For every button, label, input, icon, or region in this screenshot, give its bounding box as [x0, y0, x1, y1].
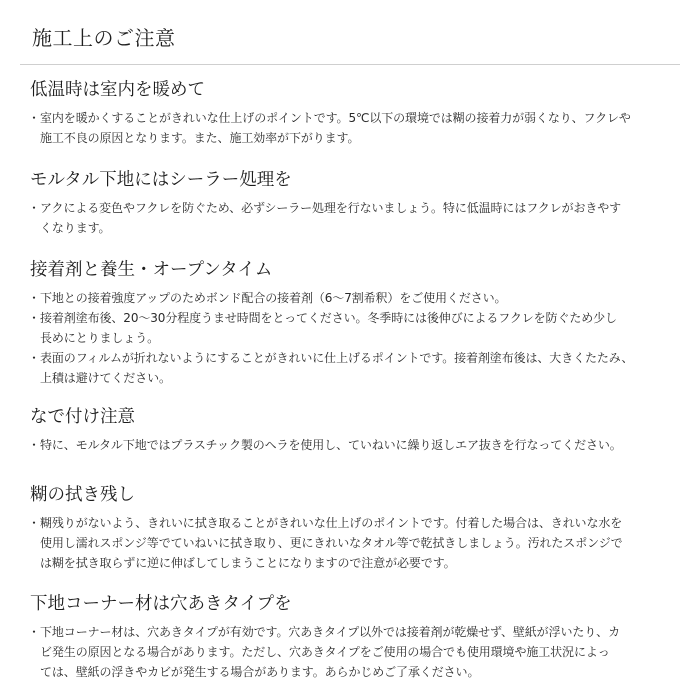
bullet-dot: ・ [28, 201, 40, 215]
bullet-text-line: 上積は避けてください。 [40, 371, 171, 385]
bullet-text-line: 特に、モルタル下地ではプラスチック製のヘラを使用し、ていねいに繰り返しエア抜きを行なってください。 [40, 438, 622, 452]
section-adhesive-open-time [24, 256, 686, 388]
bullet-item [24, 308, 686, 348]
bullet-text-line: 表面のフィルムが折れないようにすることがきれいに仕上げるポイントです。接着剤塗布後は、大きくたたみ、 [40, 351, 634, 365]
bullet-dot: ・ [28, 351, 40, 365]
bullet-list [24, 108, 686, 148]
bullet-list [24, 198, 686, 238]
bullet-list [24, 622, 686, 682]
bullet-text-line: 使用し濡れスポンジ等でていねいに拭き取り、更にきれいなタオル等で乾拭きしましょう。汚れたスポンジで [40, 536, 623, 550]
bullet-text-line: 長めにとりましょう。 [40, 331, 160, 345]
bullet-list [24, 288, 686, 388]
title-divider [20, 64, 680, 65]
section-heading: モルタル下地にはシーラー処理を [30, 170, 292, 190]
page-title: 施工上のご注意 [32, 26, 176, 50]
section-heading: 下地コーナー材は穴あきタイプを [30, 594, 292, 614]
bullet-dot: ・ [28, 311, 40, 325]
bullet-dot: ・ [28, 291, 40, 305]
section-heading: なで付け注意 [30, 407, 135, 427]
bullet-text-line: ては、壁紙の浮きやカビが発生する場合があります。あらかじめご了承ください。 [40, 665, 480, 679]
bullet-dot: ・ [28, 111, 40, 125]
bullet-text-line: アクによる変色やフクレを防ぐため、必ずシーラー処理を行ないましょう。特に低温時にはフクレがおきやす [40, 201, 622, 215]
bullet-text-line: くなります。 [40, 221, 111, 235]
bullet-text-line: 下地コーナー材は、穴あきタイプが有効です。穴あきタイプ以外では接着剤が乾燥せず、壁紙が浮いたり、カ [40, 625, 620, 639]
section-heading: 低温時は室内を暖めて [30, 80, 205, 100]
bullet-item [24, 513, 686, 573]
bullet-item [24, 435, 686, 455]
bullet-text-line: 接着剤塗布後、20〜30分程度うませ時間をとってください。冬季時には後伸びによるフクレを防ぐため少し [40, 311, 617, 325]
bullet-item [24, 348, 686, 388]
bullet-text-line: 施工不良の原因となります。また、施工効率が下がります。 [40, 131, 360, 145]
section-glue-residue [24, 481, 686, 573]
bullet-text-line: 下地との接着強度アップのためボンド配合の接着剤（6〜7割希釈）をご使用ください。 [40, 291, 507, 305]
bullet-text-line: ビ発生の原因となる場合があります。ただし、穴あきタイプをご使用の場合でも使用環境や施工状況によっ [40, 645, 610, 659]
bullet-dot: ・ [28, 438, 40, 452]
bullet-list [24, 513, 686, 573]
section-heading: 接着剤と養生・オープンタイム [30, 260, 273, 280]
bullet-item [24, 198, 686, 238]
section-heading: 糊の拭き残し [30, 485, 135, 505]
bullet-text-line: は糊を拭き取らずに逆に伸ばしてしまうことになりますので注意が必要です。 [40, 556, 456, 570]
section-smoothing-caution [24, 403, 686, 455]
section-corner-material [24, 590, 686, 682]
bullet-text-line: 室内を暖かくすることがきれいな仕上げのポイントです。5℃以下の環境では糊の接着力が弱くなり、フクレや [40, 111, 631, 125]
bullet-dot: ・ [28, 516, 40, 530]
bullet-item [24, 108, 686, 148]
bullet-item [24, 622, 686, 682]
bullet-item [24, 288, 686, 308]
bullet-dot: ・ [28, 625, 40, 639]
bullet-text-line: 糊残りがないよう、きれいに拭き取ることがきれいな仕上げのポイントです。付着した場合は、きれいな水を [40, 516, 623, 530]
section-sealer-treatment [24, 166, 686, 238]
bullet-list [24, 435, 686, 455]
section-low-temperature [24, 76, 686, 148]
